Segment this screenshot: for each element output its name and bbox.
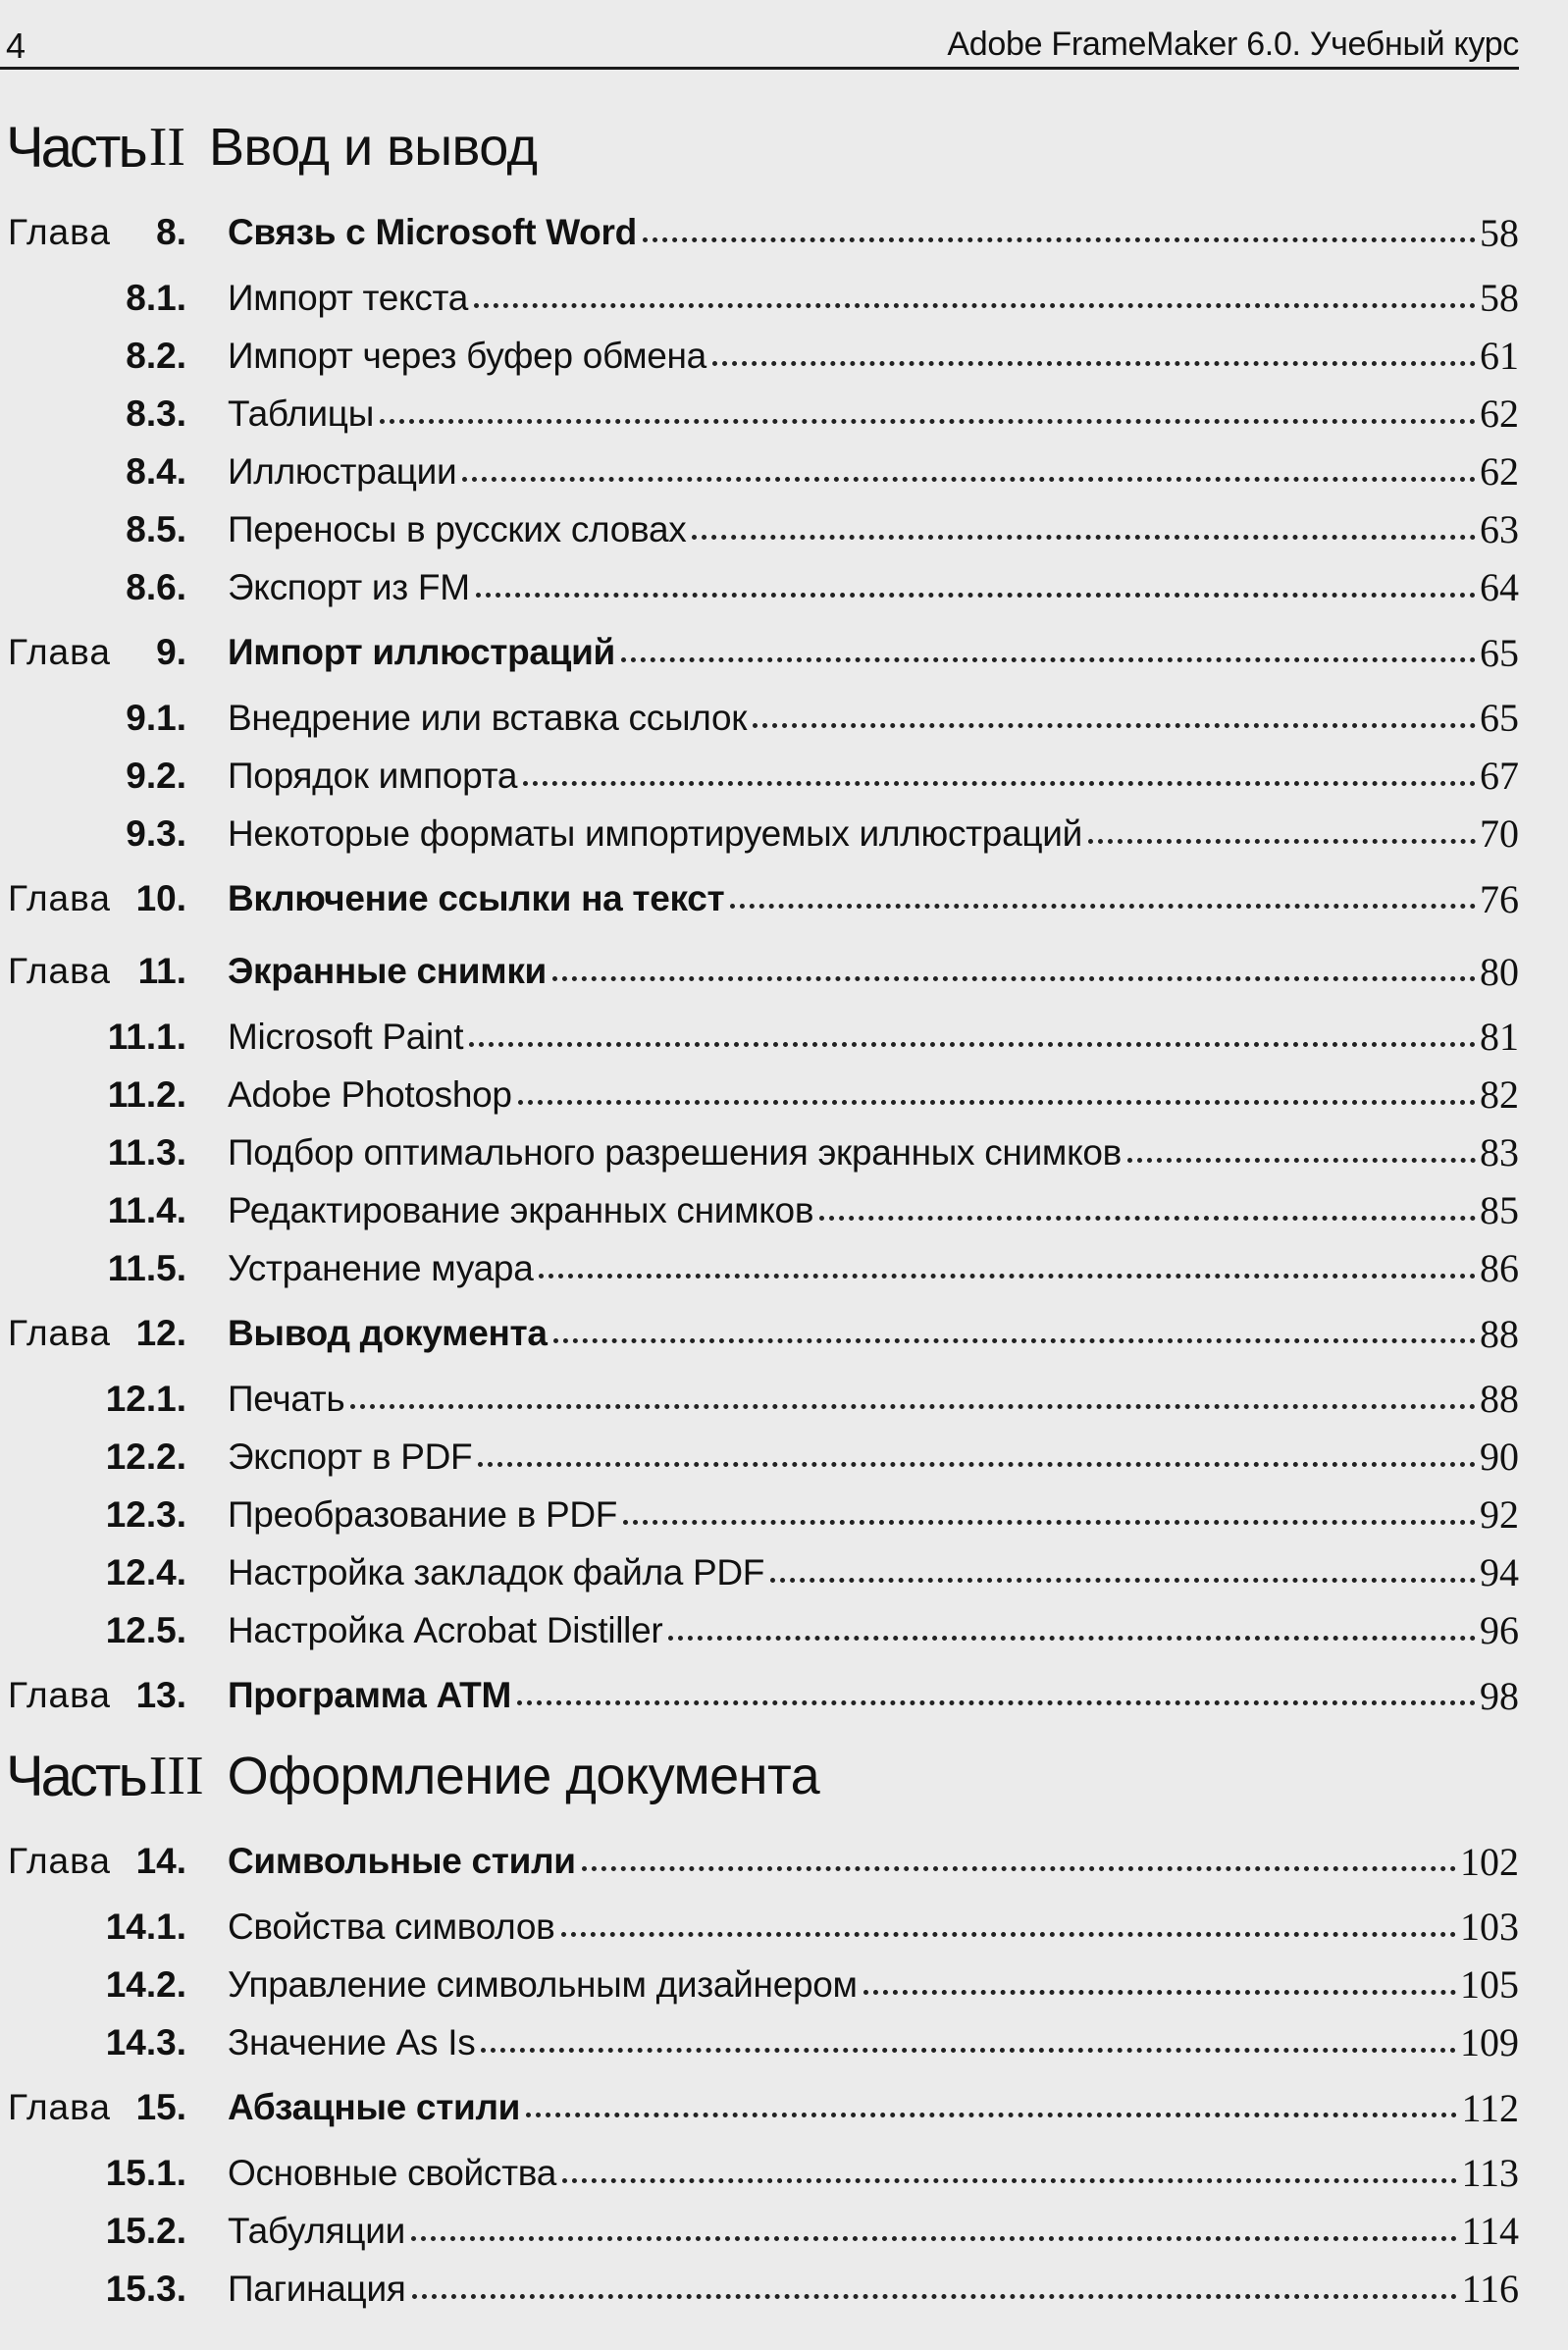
page-number: 4 <box>6 26 26 66</box>
section-number-column <box>0 1008 186 1066</box>
section-title-column <box>186 1239 1519 1297</box>
toc-section-entry <box>0 2202 1519 2260</box>
toc-section-entry <box>0 2260 1519 2318</box>
section-number-column <box>0 1486 186 1543</box>
section-page-number: 90 <box>1480 1435 1519 1479</box>
section-title: Настройка закладок файла PDF <box>228 1551 765 1593</box>
chapter-number-column <box>0 196 186 269</box>
section-title: Microsoft Paint <box>228 1016 464 1057</box>
toc-section-entry <box>0 1008 1519 1066</box>
chapter-title-column <box>186 616 1519 689</box>
chapter-title: Экранные снимки <box>228 951 547 991</box>
section-title-column <box>186 1486 1519 1543</box>
toc-chapter-entry <box>0 1297 1519 1370</box>
toc-chapter-entry <box>0 1659 1519 1732</box>
section-number: 11.5. <box>107 1247 186 1288</box>
section-number-column <box>0 1601 186 1659</box>
section-page-number: 64 <box>1480 565 1519 609</box>
dot-leader <box>411 2235 1457 2241</box>
section-number: 11.3. <box>107 1131 186 1173</box>
dot-leader <box>623 1519 1476 1525</box>
section-title: Экспорт из FM <box>228 566 470 607</box>
dot-leader <box>552 975 1476 981</box>
section-title: Преобразование в PDF <box>228 1493 618 1535</box>
part-label: Часть <box>6 1744 145 1808</box>
dot-leader <box>539 1273 1476 1279</box>
section-number: 8.3. <box>126 392 186 434</box>
section-number: 12.1. <box>105 1378 186 1419</box>
toc-section-entry <box>0 269 1519 327</box>
section-page-number: 83 <box>1480 1130 1519 1175</box>
section-title-column <box>186 689 1519 747</box>
section-title: Подбор оптимального разрешения экранных снимков <box>228 1131 1123 1173</box>
toc-section-entry <box>0 1601 1519 1659</box>
section-title: Управление символьным дизайнером <box>228 1963 858 2005</box>
dot-leader <box>481 2047 1456 2053</box>
chapter-number-column <box>0 1297 186 1370</box>
toc-section-entry <box>0 689 1519 747</box>
chapter-word: Глава <box>8 212 111 252</box>
section-title: Переносы в русских словах <box>228 508 687 549</box>
chapter-title: Вывод документа <box>228 1313 548 1353</box>
section-page-number: 61 <box>1480 334 1519 378</box>
chapter-number-column <box>0 1659 186 1732</box>
chapter-title: Включение ссылки на текст <box>228 878 725 918</box>
page-header <box>0 20 1519 70</box>
part-label: Часть <box>6 115 145 180</box>
chapter-page-number: 98 <box>1480 1673 1519 1718</box>
chapter-number-column <box>0 935 186 1008</box>
section-title-column <box>186 1956 1519 2013</box>
part-title: Оформление документа <box>227 1747 820 1805</box>
section-number-column <box>0 1066 186 1123</box>
toc-chapter-entry <box>0 196 1519 269</box>
section-number: 12.4. <box>105 1551 186 1593</box>
section-page-number: 81 <box>1480 1015 1519 1059</box>
section-title: Иллюстрации <box>228 450 457 492</box>
section-number: 11.1. <box>107 1016 186 1057</box>
dot-leader <box>474 302 1476 308</box>
section-page-number: 92 <box>1480 1492 1519 1537</box>
chapter-title-column <box>186 935 1519 1008</box>
chapter-number: 15. <box>135 2087 186 2127</box>
part-number: II <box>148 117 185 178</box>
dot-leader <box>350 1403 1476 1409</box>
section-number: 8.6. <box>126 566 186 607</box>
section-title-column <box>186 269 1519 327</box>
section-page-number: 105 <box>1460 1962 1519 2007</box>
dot-leader <box>562 2177 1458 2183</box>
section-title-column <box>186 805 1519 862</box>
chapter-title: Символьные стили <box>228 1841 576 1881</box>
section-number: 12.3. <box>105 1493 186 1535</box>
toc-chapter-entry <box>0 616 1519 689</box>
section-number: 8.4. <box>126 450 186 492</box>
section-title-column <box>186 2260 1519 2318</box>
dot-leader <box>643 236 1476 242</box>
section-title-column <box>186 1601 1519 1659</box>
section-number: 11.2. <box>107 1073 186 1115</box>
section-page-number: 62 <box>1480 449 1519 494</box>
section-title: Экспорт в PDF <box>228 1436 473 1477</box>
section-number-column <box>0 1239 186 1297</box>
section-page-number: 82 <box>1480 1072 1519 1117</box>
section-number-column <box>0 327 186 385</box>
section-title: Импорт через буфер обмена <box>228 335 706 376</box>
section-page-number: 116 <box>1461 2267 1519 2311</box>
part-number: III <box>148 1746 204 1806</box>
toc-chapter-entry <box>0 935 1519 1008</box>
chapter-title-column <box>186 2071 1519 2144</box>
section-number-column <box>0 2202 186 2260</box>
section-number-column <box>0 1370 186 1428</box>
section-title: Таблицы <box>228 392 374 434</box>
section-title: Свойства символов <box>228 1906 555 1947</box>
section-title-column <box>186 1008 1519 1066</box>
chapter-title: Импорт иллюстраций <box>228 632 616 672</box>
section-number: 14.1. <box>105 1906 186 1947</box>
toc-section-entry <box>0 1428 1519 1486</box>
section-title: Значение As Is <box>228 2021 476 2063</box>
section-title: Adobe Photoshop <box>228 1073 512 1115</box>
dot-leader <box>469 1041 1476 1047</box>
dot-leader <box>523 780 1476 786</box>
section-title-column <box>186 558 1519 616</box>
section-title-column <box>186 2202 1519 2260</box>
section-title-column <box>186 1543 1519 1601</box>
section-page-number: 114 <box>1461 2209 1519 2253</box>
toc-section-entry <box>0 1486 1519 1543</box>
dot-leader <box>553 1337 1476 1343</box>
section-title-column <box>186 443 1519 500</box>
section-page-number: 109 <box>1460 2020 1519 2064</box>
chapter-title: Абзацные стили <box>228 2087 521 2127</box>
toc-section-entry <box>0 385 1519 443</box>
toc-chapter-entry <box>0 862 1519 935</box>
section-number: 8.5. <box>126 508 186 549</box>
chapter-page-number: 58 <box>1480 210 1519 255</box>
section-number-column <box>0 1181 186 1239</box>
dot-leader <box>819 1215 1476 1221</box>
section-title: Пагинация <box>228 2268 406 2309</box>
section-number: 14.3. <box>105 2021 186 2063</box>
section-title: Некоторые форматы импортируемых иллюстраций <box>228 812 1082 854</box>
section-page-number: 85 <box>1480 1188 1519 1232</box>
section-title-column <box>186 1123 1519 1181</box>
chapter-number-column <box>0 2071 186 2144</box>
chapter-page-number: 65 <box>1480 630 1519 675</box>
toc-part <box>0 1727 1519 2318</box>
chapter-title: Программа ATM <box>228 1675 511 1715</box>
section-number: 8.2. <box>126 335 186 376</box>
section-number-column <box>0 2013 186 2071</box>
section-page-number: 103 <box>1460 1905 1519 1949</box>
chapter-page-number: 112 <box>1461 2085 1519 2130</box>
chapter-page-number: 80 <box>1480 949 1519 994</box>
chapter-word: Глава <box>8 632 111 672</box>
chapter-number: 10. <box>135 878 186 918</box>
toc-section-entry <box>0 1370 1519 1428</box>
part-heading <box>0 1727 1519 1825</box>
section-title-column <box>186 1898 1519 1956</box>
chapter-number: 8. <box>156 212 186 252</box>
dot-leader <box>582 1865 1456 1871</box>
toc-section-entry <box>0 327 1519 385</box>
dot-leader <box>476 592 1476 598</box>
chapter-title-column <box>186 1825 1519 1898</box>
section-number: 8.1. <box>126 277 186 318</box>
dot-leader <box>561 1931 1456 1937</box>
chapter-number-column <box>0 616 186 689</box>
chapter-number: 12. <box>135 1313 186 1353</box>
section-title-column <box>186 385 1519 443</box>
section-number: 9.3. <box>126 812 186 854</box>
section-number-column <box>0 1543 186 1601</box>
section-page-number: 65 <box>1480 696 1519 740</box>
chapter-word: Глава <box>8 1841 111 1881</box>
section-number: 12.2. <box>105 1436 186 1477</box>
part-title: Ввод и вывод <box>209 118 538 177</box>
section-number: 15.2. <box>105 2210 186 2251</box>
toc-chapter-entry <box>0 2071 1519 2144</box>
part-heading <box>0 98 1519 196</box>
section-page-number: 58 <box>1480 276 1519 320</box>
chapter-page-number: 76 <box>1480 876 1519 921</box>
toc-chapter-entry <box>0 1825 1519 1898</box>
toc-section-entry <box>0 805 1519 862</box>
chapter-number: 14. <box>135 1841 186 1881</box>
section-number-column <box>0 1898 186 1956</box>
toc-section-entry <box>0 1956 1519 2013</box>
chapter-number: 13. <box>135 1675 186 1715</box>
section-title-column <box>186 500 1519 558</box>
section-number-column <box>0 747 186 805</box>
chapter-title: Связь с Microsoft Word <box>228 212 637 252</box>
section-page-number: 86 <box>1480 1246 1519 1290</box>
section-number: 15.1. <box>105 2152 186 2193</box>
chapter-title-column <box>186 1297 1519 1370</box>
section-number-column <box>0 2260 186 2318</box>
section-title: Основные свойства <box>228 2152 556 2193</box>
section-number: 9.1. <box>126 697 186 738</box>
dot-leader <box>621 656 1476 662</box>
dot-leader <box>753 722 1476 728</box>
chapter-word: Глава <box>8 1675 111 1715</box>
section-number-column <box>0 2144 186 2202</box>
dot-leader <box>478 1461 1476 1467</box>
section-number-column <box>0 443 186 500</box>
section-page-number: 113 <box>1461 2151 1519 2195</box>
dot-leader <box>770 1577 1476 1583</box>
chapter-word: Глава <box>8 878 111 918</box>
dot-leader <box>518 1099 1476 1105</box>
section-number: 15.3. <box>105 2268 186 2309</box>
dot-leader <box>1088 838 1476 844</box>
section-page-number: 96 <box>1480 1608 1519 1652</box>
dot-leader <box>712 360 1476 366</box>
section-title-column <box>186 1428 1519 1486</box>
dot-leader <box>517 1699 1476 1705</box>
chapter-number: 11. <box>137 951 186 991</box>
section-title-column <box>186 1066 1519 1123</box>
toc-section-entry <box>0 2144 1519 2202</box>
toc-section-entry <box>0 443 1519 500</box>
chapter-word: Глава <box>8 951 111 991</box>
section-number-column <box>0 269 186 327</box>
section-page-number: 88 <box>1480 1377 1519 1421</box>
section-title: Настройка Acrobat Distiller <box>228 1609 663 1650</box>
section-number-column <box>0 1123 186 1181</box>
section-page-number: 67 <box>1480 754 1519 798</box>
section-title-column <box>186 1370 1519 1428</box>
chapter-page-number: 88 <box>1480 1311 1519 1356</box>
section-number-column <box>0 385 186 443</box>
dot-leader <box>692 534 1476 540</box>
section-title: Порядок импорта <box>228 755 518 796</box>
section-title-column <box>186 1181 1519 1239</box>
section-page-number: 70 <box>1480 811 1519 856</box>
toc-section-entry <box>0 1898 1519 1956</box>
section-number-column <box>0 1956 186 2013</box>
chapter-page-number: 102 <box>1460 1839 1519 1884</box>
chapter-title-column <box>186 196 1519 269</box>
section-title-column <box>186 327 1519 385</box>
section-page-number: 63 <box>1480 507 1519 551</box>
dot-leader <box>1127 1157 1476 1163</box>
toc-section-entry <box>0 2013 1519 2071</box>
section-title: Внедрение или вставка ссылок <box>228 697 748 738</box>
section-title-column <box>186 747 1519 805</box>
section-title: Печать <box>228 1378 345 1419</box>
running-title: Adobe FrameMaker 6.0. Учебный курс <box>947 26 1519 63</box>
section-number: 9.2. <box>126 755 186 796</box>
dot-leader <box>526 2112 1457 2117</box>
toc-section-entry <box>0 1181 1519 1239</box>
toc-part <box>0 98 1519 1732</box>
section-number: 12.5. <box>105 1609 186 1650</box>
section-title: Импорт текста <box>228 277 469 318</box>
dot-leader <box>412 2293 1458 2299</box>
toc-section-entry <box>0 1239 1519 1297</box>
section-title: Табуляции <box>228 2210 406 2251</box>
chapter-number: 9. <box>156 632 186 672</box>
section-number-column <box>0 558 186 616</box>
dot-leader <box>462 476 1476 482</box>
toc-section-entry <box>0 747 1519 805</box>
section-title-column <box>186 2144 1519 2202</box>
section-number: 11.4. <box>107 1189 186 1230</box>
dot-leader <box>380 418 1476 424</box>
section-number: 14.2. <box>105 1963 186 2005</box>
chapter-title-column <box>186 862 1519 935</box>
section-page-number: 94 <box>1480 1550 1519 1594</box>
chapter-number-column <box>0 862 186 935</box>
chapter-word: Глава <box>8 2087 111 2127</box>
section-page-number: 62 <box>1480 392 1519 436</box>
chapter-word: Глава <box>8 1313 111 1353</box>
toc-section-entry <box>0 1066 1519 1123</box>
toc-section-entry <box>0 1123 1519 1181</box>
toc-section-entry <box>0 500 1519 558</box>
section-title-column <box>186 2013 1519 2071</box>
dot-leader <box>668 1635 1476 1641</box>
section-title: Редактирование экранных снимков <box>228 1189 814 1230</box>
section-number-column <box>0 689 186 747</box>
dot-leader <box>730 903 1476 909</box>
chapter-title-column <box>186 1659 1519 1732</box>
chapter-number-column <box>0 1825 186 1898</box>
section-title: Устранение муара <box>228 1247 534 1288</box>
dot-leader <box>863 1989 1456 1995</box>
section-number-column <box>0 805 186 862</box>
toc-section-entry <box>0 1543 1519 1601</box>
section-number-column <box>0 500 186 558</box>
section-number-column <box>0 1428 186 1486</box>
toc-section-entry <box>0 558 1519 616</box>
